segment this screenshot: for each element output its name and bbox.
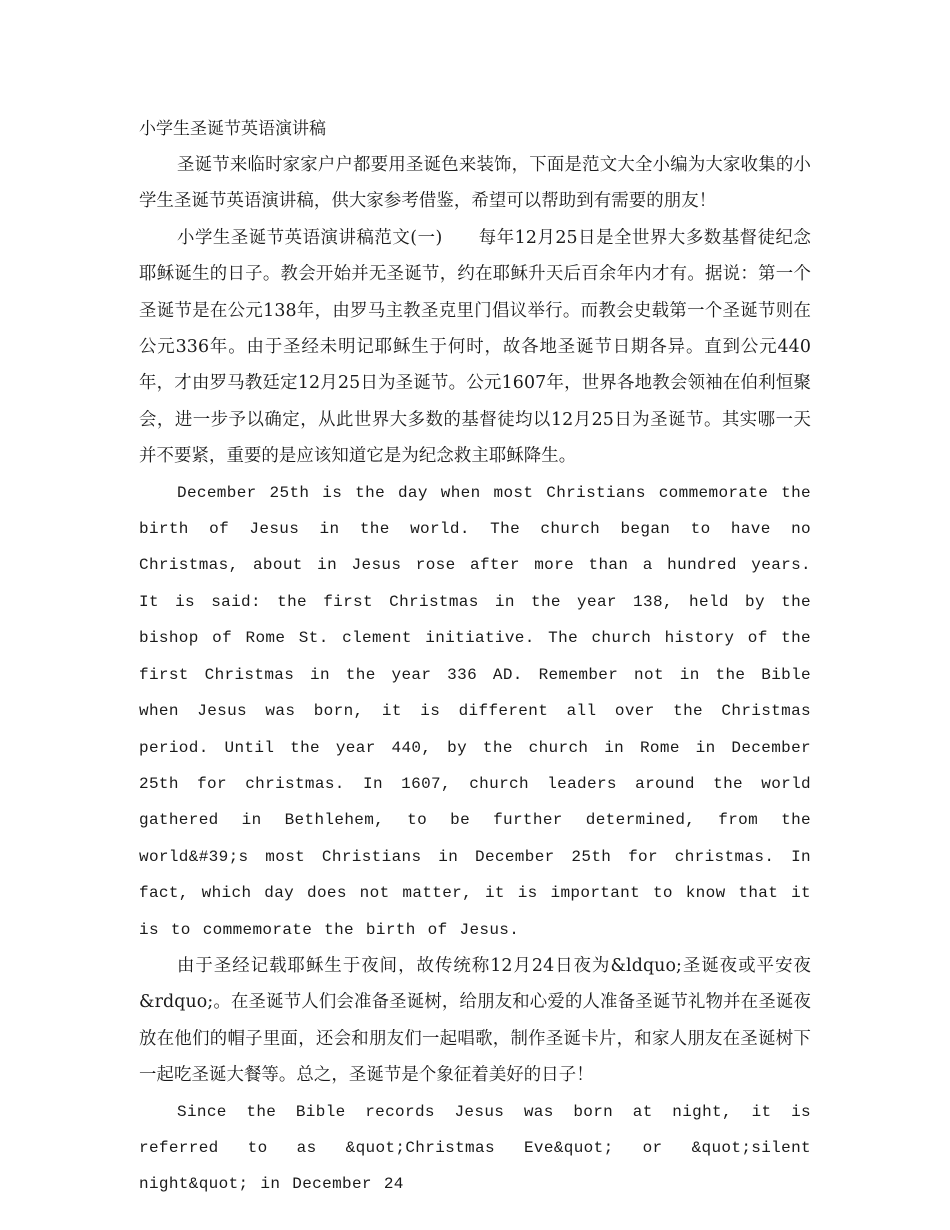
intro-paragraph: 圣诞节来临时家家户户都要用圣诞色来装饰，下面是范文大全小编为大家收集的小学生圣诞节英语演讲稿，供大家参考借鉴，希望可以帮助到有需要的朋友！ — [139, 155, 811, 212]
english-christmas-eve-paragraph: Since the Bible records Jesus was born at night, it is referred to as &quot;Christmas Eve&quot; or &quot;silent night&quot; in December 24 — [139, 1102, 811, 1194]
english-history-paragraph: December 25th is the day when most Christians commemorate the birth of Jesus in the world. The church began to have no Christmas, about in Jesus rose after more than a hundred years. It is said: the first Christmas in the year 138, held by the bishop of Rome St. clement initiative. The church history of the first Christmas in the year 336 AD. Remember not in the Bible when Jesus was born, it is different all over the Christmas period. Until the year 440, by the church in Rome in December 25th for christmas. In 1607, church leaders around the world gathered in Bethlehem, to be further determined, from the world&#39;s most Christians in December 25th for christmas. In fact, which day does not matter, it is important to know that it is to commemorate the birth of Jesus. — [139, 483, 811, 939]
chinese-christmas-eve-paragraph: 由于圣经记载耶稣生于夜间，故传统称12月24日夜为&ldquo;圣诞夜或平安夜&rdquo;。在圣诞节人们会准备圣诞树，给朋友和心爱的人准备圣诞节礼物并在圣诞夜放在他们的帽子里面，还会和朋友们一起唱歌，制作圣诞卡片，和家人朋友在圣诞树下一起吃圣诞大餐等。总之，圣诞节是个象征着美好的日子！ — [139, 955, 811, 1086]
document-body — [139, 111, 811, 1194]
chinese-history-paragraph: 小学生圣诞节英语演讲稿范文(一) 每年12月25日是全世界大多数基督徒纪念耶稣诞生的日子。教会开始并无圣诞节，约在耶稣升天后百余年内才有。据说：第一个圣诞节是在公元138年，由罗马主教圣克里门倡议举行。而教会史载第一个圣诞节则在公元336年。由于圣经未明记耶稣生于何时，故各地圣诞节日期各异。直到公元440年，才由罗马教廷定12月25日为圣诞节。公元1607年，世界各地教会领袖在伯利恒聚会，进一步予以确定，从此世界大多数的基督徒均以12月25日为圣诞节。其实哪一天并不要紧，重要的是应该知道它是为纪念救主耶稣降生。 — [139, 227, 811, 467]
document-title: 小学生圣诞节英语演讲稿 — [139, 119, 326, 139]
